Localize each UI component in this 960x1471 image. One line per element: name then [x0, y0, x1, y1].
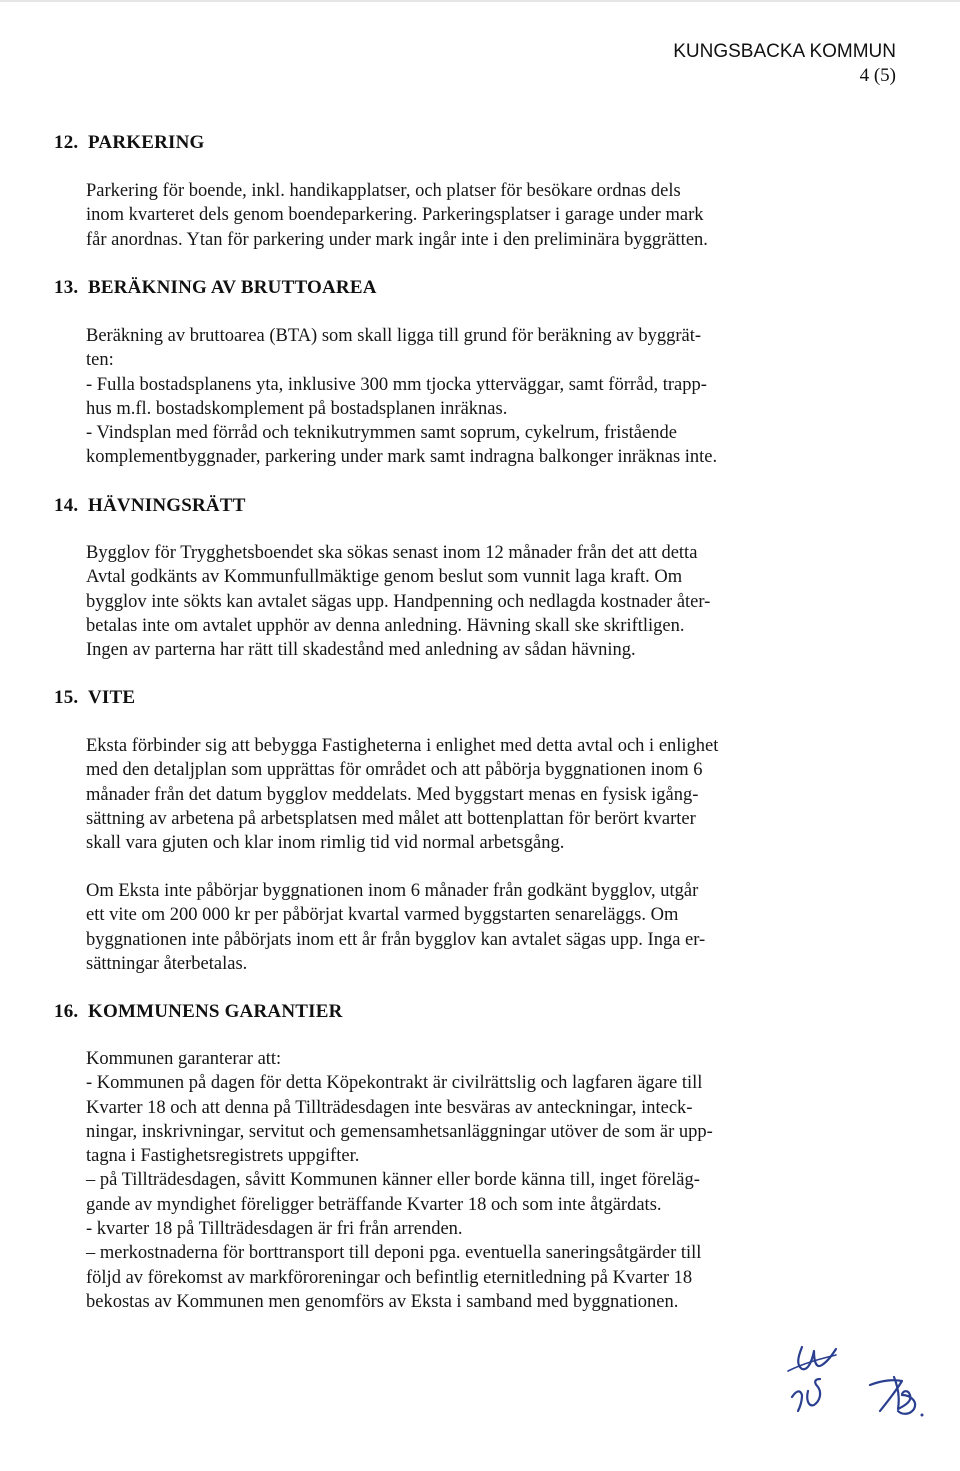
text-line: - Vindsplan med förråd och teknikutrymmen samt soprum, cykelrum, fristående: [86, 423, 677, 444]
section-15-heading: [54, 686, 135, 710]
text-line: sättningar återbetalas.: [86, 953, 248, 974]
text-line: ningar, inskrivningar, servitut och gemensamhetsanläggningar utöver de som är upp-: [86, 1121, 713, 1142]
text-line: bygglov inte sökts kan avtalet sägas upp. Handpenning och nedlagda kostnader åter-: [86, 591, 711, 612]
text-line: Om Eksta inte påbörjar byggnationen inom 6 månader från godkänt bygglov, utgår: [86, 881, 699, 901]
text-line: följd av förekomst av markföroreningar och befintlig eternitledning på Kvarter 18: [86, 1267, 693, 1288]
section-title: PARKERING: [88, 132, 205, 153]
text-line: komplementbyggnader, parkering under mark samt indragna balkonger inräknas inte.: [86, 447, 718, 468]
section-title: BERÄKNING AV BRUTTOAREA: [88, 277, 377, 298]
text-line: - Kommunen på dagen för detta Köpekontrakt är civilrättslig och lagfaren ägare till: [86, 1073, 703, 1094]
text-line: Avtal godkänts av Kommunfullmäktige genom beslut som vunnit laga kraft. Om: [86, 567, 683, 588]
text-line: Bygglov för Trygghetsboendet ska sökas senast inom 12 månader från det att detta: [86, 543, 698, 563]
text-line: betalas inte om avtalet upphör av denna anledning. Hävning skall ske skriftligen.: [86, 615, 685, 636]
text-line: - kvarter 18 på Tillträdesdagen är fri från arrenden.: [86, 1219, 463, 1240]
text-line: ten:: [86, 350, 114, 371]
section-number: 14.: [54, 495, 79, 516]
text-line: – på Tillträdesdagen, såvitt Kommunen känner eller borde känna till, inget föreläg-: [86, 1170, 700, 1191]
text-line: tagna i Fastighetsregistrets uppgifter.: [86, 1146, 360, 1167]
scan-edge: [0, 0, 960, 2]
section-number: 12.: [54, 132, 79, 153]
text-line: skall vara gjuten och klar inom rimlig tid vid normal arbetsgång.: [86, 833, 565, 854]
section-15-paragraph-1: [86, 734, 816, 855]
handwritten-initials: [780, 1335, 940, 1425]
text-line: gande av myndighet föreligger beträffande Kvarter 18 och som inte åtgärdats.: [86, 1194, 662, 1215]
section-16-heading: [54, 1000, 343, 1024]
text-line: - Fulla bostadsplanens yta, inklusive 300 mm tjocka ytterväggar, samt förråd, trapp-: [86, 374, 707, 395]
text-line: Kommunen garanterar att:: [86, 1049, 282, 1069]
text-line: månader från det datum bygglov meddelats. Med byggstart menas en fysisk igång-: [86, 784, 699, 805]
text-line: sättning av arbetena på arbetsplatsen med målet att bottenplattan för berört kvarter: [86, 808, 696, 829]
text-line: hus m.fl. bostadskomplement på bostadsplanen inräknas.: [86, 398, 508, 419]
section-12-paragraph: [86, 179, 816, 252]
organization-name: KUNGSBACKA KOMMUN: [673, 41, 896, 62]
section-title: HÄVNINGSRÄTT: [88, 495, 246, 516]
text-line: Ingen av parterna har rätt till skadestånd med anledning av sådan hävning.: [86, 640, 636, 661]
section-title: VITE: [88, 687, 136, 708]
text-line: Kvarter 18 och att denna på Tillträdesdagen inte besväras av anteckningar, inteck-: [86, 1097, 693, 1118]
section-13-paragraph: [86, 324, 816, 470]
text-line: inom kvarteret dels genom boendeparkering. Parkeringsplatser i garage under mark: [86, 205, 704, 226]
page-header: [673, 40, 896, 88]
text-line: Parkering för boende, inkl. handikapplatser, och platser för besökare ordnas dels: [86, 181, 681, 201]
text-line: byggnationen inte påbörjats inom ett år från bygglov kan avtalet sägas upp. Inga er-: [86, 929, 706, 950]
text-line: ett vite om 200 000 kr per påbörjat kvartal varmed byggstarten senareläggs. Om: [86, 905, 679, 926]
section-12-heading: [54, 131, 205, 155]
page-number: 4 (5): [859, 65, 896, 86]
section-number: 16.: [54, 1001, 79, 1022]
section-15-paragraph-2: [86, 879, 816, 976]
text-line: får anordnas. Ytan för parkering under mark ingår inte i den preliminära byggrätten.: [86, 229, 708, 250]
text-line: med den detaljplan som upprättas för området och att påbörja byggnationen inom 6: [86, 760, 703, 781]
section-number: 15.: [54, 687, 79, 708]
text-line: Eksta förbinder sig att bebygga Fastigheterna i enlighet med detta avtal och i enlighet: [86, 736, 719, 756]
text-line: Beräkning av bruttoarea (BTA) som skall ligga till grund för beräkning av byggrät-: [86, 326, 702, 346]
section-title: KOMMUNENS GARANTIER: [88, 1001, 343, 1022]
section-13-heading: [54, 276, 377, 300]
section-14-paragraph: [86, 541, 816, 662]
text-line: bekostas av Kommunen men genomförs av Eksta i samband med byggnationen.: [86, 1291, 679, 1312]
text-line: – merkostnaderna för borttransport till deponi pga. eventuella saneringsåtgärder till: [86, 1243, 702, 1264]
section-number: 13.: [54, 277, 79, 298]
section-16-paragraph: [86, 1047, 816, 1314]
section-14-heading: [54, 494, 246, 518]
